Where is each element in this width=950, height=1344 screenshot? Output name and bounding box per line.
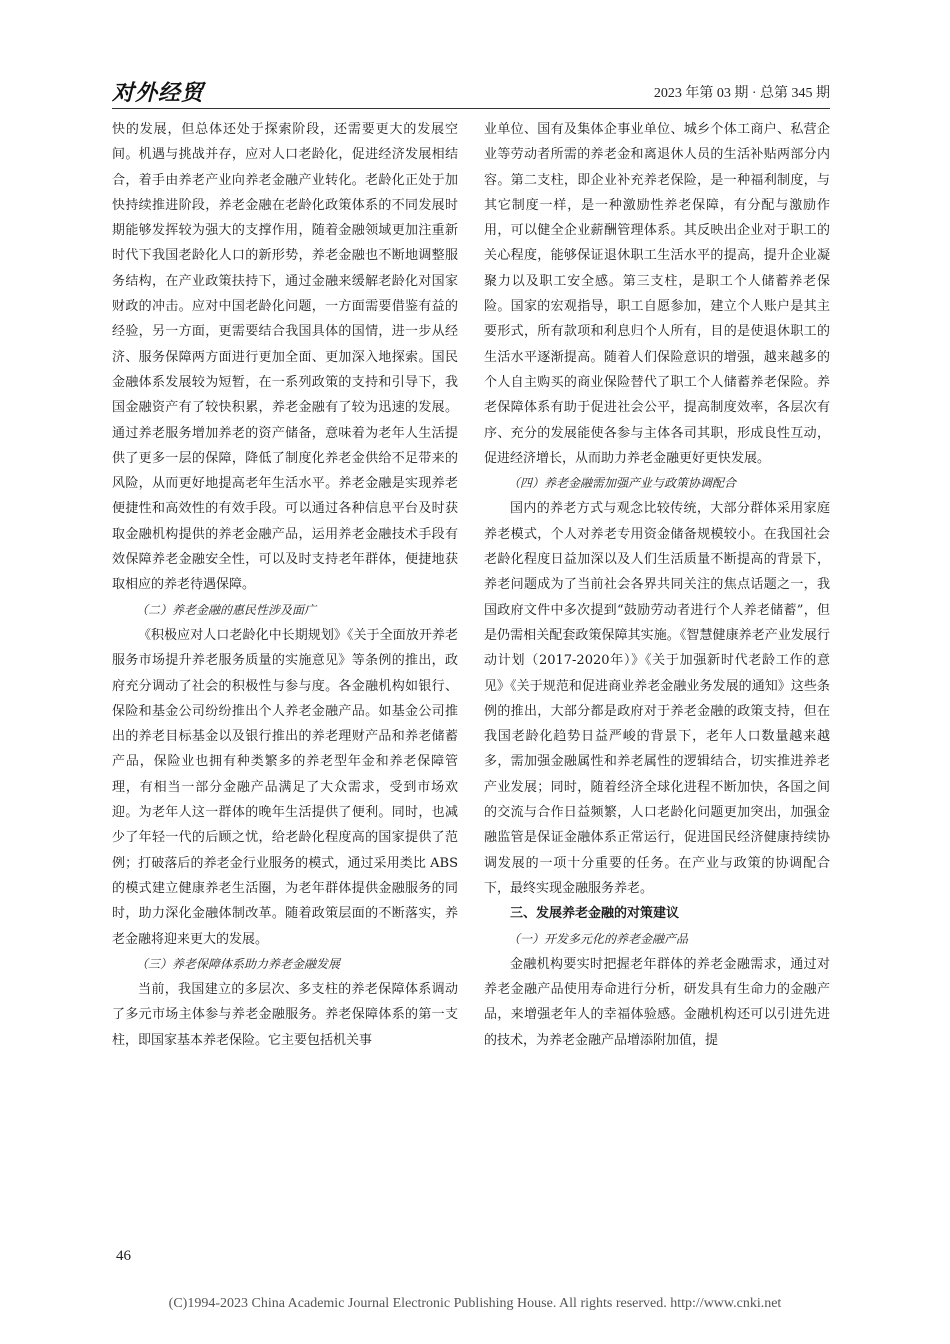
paragraph: 《积极应对人口老龄化中长期规划》《关于全面放开养老服务市场提升养老服务质量的实施意见》等条例的推出，政府充分调动了社会的积极性与参与度。各金融机构如银行、保险和基金公司纷纷推出个人养老金融产品。如基金公司推出的养老目标基金以及银行推出的养老理财产品和养老储蓄产品，保险业也拥有种类繁多的养老型年金和养老保障管理，有相当一部分金融产品满足了大众需求，受到市场欢迎。为老年人这一群体的晚年生活提供了便利。同时，也减少了年轻一代的后顾之忧，给老龄化程度高的国家提供了范例；打破落后的养老金行业服务的模式，通过采用类比 ABS 的模式建立健康养老生活圈，为老年群体提供金融服务的同时，助力深化金融体制改革。随着政策层面的不断落实，养老金融将迎来更大的发展。 <box>112 627 458 947</box>
paragraph: 业单位、国有及集体企事业单位、城乡个体工商户、私营企业等劳动者所需的养老金和离退休人员的生活补贴两部分内容。第二支柱，即企业补充养老保险，是一种福利制度，与其它制度一样，是一种激励性养老保障，有分配与激励作用，可以健全企业薪酬管理体系。其反映出企业对于职工的关心程度，能够保证退休职工生活水平的提高，提升企业凝聚力以及职工安全感。第三支柱，是职工个人储蓄养老保险。国家的宏观指导，职工自愿参加，建立个人账户是其主要形式，所有款项和利息归个人所有，目的是使退休职工的生活水平逐渐提高。随着人们保险意识的增强，越来越多的个人自主购买的商业保险替代了职工个人储蓄养老保险。养老保障体系有助于促进社会公平，提高制度效率，各层次有序、充分的发展能使各参与主体各司其职，形成良性互动，促进经济增长，从而助力养老金融更好更快发展。 <box>484 122 830 466</box>
header-rule <box>112 108 830 109</box>
copyright-notice: (C)1994-2023 China Academic Journal Electronic Publishing House. All rights reserved. http://www.cnki.net <box>168 1296 782 1311</box>
page-header <box>112 76 830 112</box>
subsection-heading: （四）养老金融需加强产业与政策协调配合 <box>508 476 737 491</box>
subsection-heading: （二）养老金融的惠民性涉及面广 <box>136 602 317 617</box>
journal-logo: 对外经贸 <box>112 81 205 106</box>
page-number: 46 <box>116 1248 131 1264</box>
subsection-heading: （一）开发多元化的养老金融产品 <box>508 931 689 946</box>
paragraph: 国内的养老方式与观念比较传统，大部分群体采用家庭养老模式，个人对养老专用资金储备规模较小。在我国社会老龄化程度日益加深以及人们生活质量不断提高的背景下，养老问题成为了当前社会各界共同关注的焦点话题之一，我国政府文件中多次提到“鼓励劳动者进行个人养老储蓄”，但是仍需相关配套政策保障其实施。《智慧健康养老产业发展行动计划（2017-2020年）》《关于加强新时代老龄工作的意见》《关于规范和促进商业养老金融业务发展的通知》这些条例的推出，大部分都是政府对于养老金融的政策支持，但在我国老龄化趋势日益严峻的背景下，老年人口数量越来越多，需加强金融属性和养老属性的逻辑结合，切实推进养老产业发展；同时，随着经济全球化进程不断加快，各国之间的交流与合作日益频繁，人口老龄化问题更加突出，加强金融监管是保证金融体系正常运行，促进国民经济健康持续协调发展的一项十分重要的任务。在产业与政策的协调配合下，最终实现金融服务养老。 <box>484 501 830 896</box>
paragraph: 金融机构要实时把握老年群体的养老金融需求，通过对养老金融产品使用寿命进行分析，研发具有生命力的金融产品，来增强老年人的幸福体验感。金融机构还可以引进先进的技术，为养老金融产品增添附加值，提 <box>484 956 830 1048</box>
subsection-heading: （三）养老保障体系助力养老金融发展 <box>136 956 341 971</box>
paragraph: 当前，我国建立的多层次、多支柱的养老保障体系调动了多元市场主体参与养老金融服务。养老保障体系的第一支柱，即国家基本养老保险。它主要包括机关事 <box>112 982 458 1048</box>
left-column <box>112 117 458 1053</box>
right-column <box>484 117 830 1053</box>
section-heading: 三、发展养老金融的对策建议 <box>510 906 680 922</box>
paragraph: 快的发展，但总体还处于探索阶段，还需要更大的发展空间。机遇与挑战并存，应对人口老龄化，促进经济发展相结合，着手由养老产业向养老金融产业转化。老龄化正处于加快持续推进阶段，养老金融在老龄化政策体系的不同发展时期能够发挥较为强大的支撑作用，随着金融领域更加注重新时代下我国老龄化人口的新形势，养老金融也不断地调整服务结构，在产业政策扶持下，通过金融来缓解老龄化对国家财政的冲击。应对中国老龄化问题，一方面需要借鉴有益的经验，另一方面，更需要结合我国具体的国情，进一步从经济、服务保障两方面进行更加全面、更加深入地探索。国民金融体系发展较为短暂，在一系列政策的支持和引导下，我国金融资产有了较快积累，养老金融有了较为迅速的发展。通过养老服务增加养老的资产储备，意味着为老年人生活提供了更多一层的保障，降低了制度化养老金供给不足带来的风险，从而更好地提高老年生活水平。养老金融是实现养老便捷性和高效性的有效手段。可以通过各种信息平台及时获取金融机构提供的养老金融产品，运用养老金融技术手段有效保障养老金融安全性，可以及时支持老年群体，便捷地获取相应的养老待遇保障。 <box>112 122 458 593</box>
issue-info: 2023 年第 03 期 · 总第 345 期 <box>653 86 830 101</box>
